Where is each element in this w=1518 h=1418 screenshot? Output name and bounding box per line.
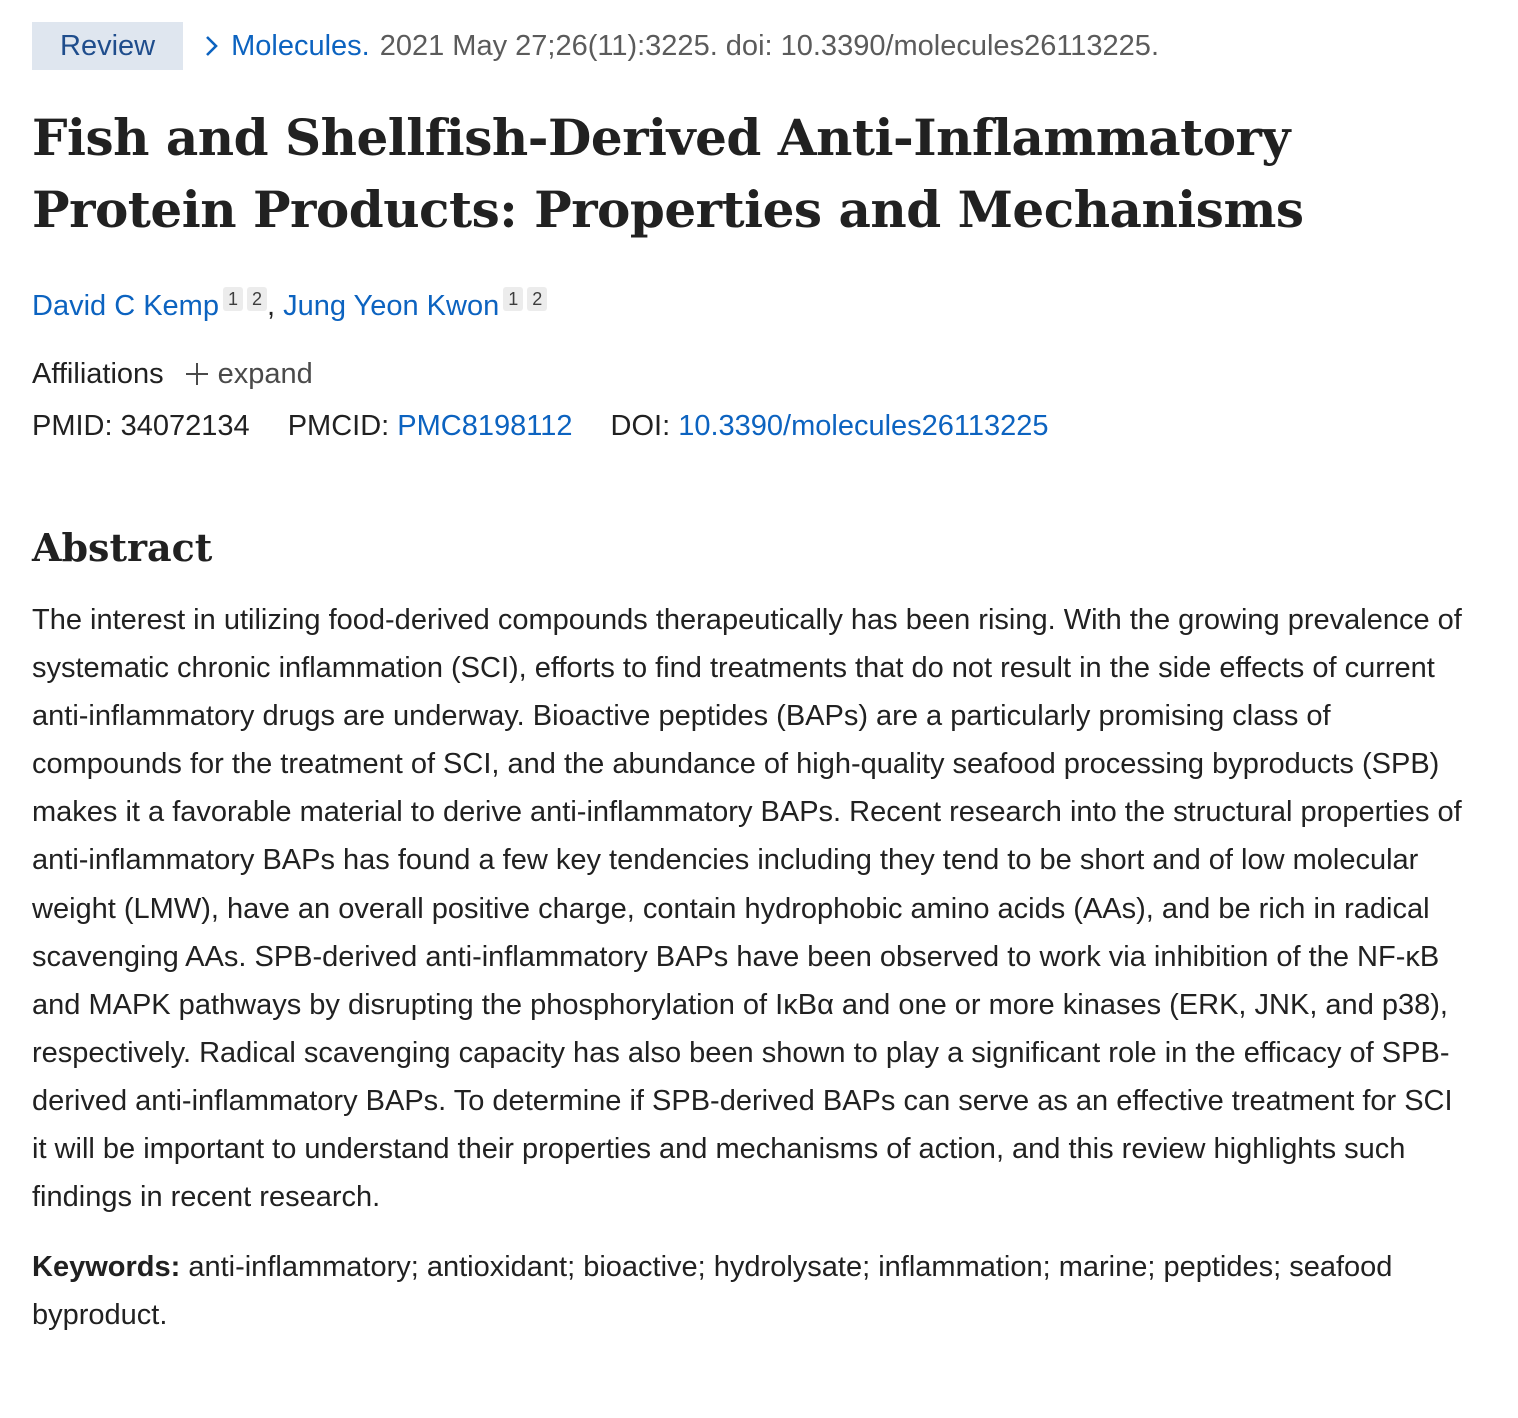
article-type-badge: Review [32, 22, 183, 70]
keywords-label: Keywords: [32, 1251, 181, 1284]
pmid-value: 34072134 [120, 410, 250, 442]
plus-icon [186, 363, 208, 385]
pmcid-label: PMCID: [287, 410, 390, 442]
keywords [32, 1243, 1472, 1339]
pmcid-link[interactable]: PMC8198112 [397, 410, 573, 442]
author-separator: , [267, 290, 276, 322]
abstract-text: The interest in utilizing food-derived compounds therapeutically has been rising. With the growing prevalence of systematic chronic inflammation (SCI), efforts to find treatments that do not result in the side effects of current anti-inflammatory drugs are underway. Bioactive peptides (BAPs) are a particularly promising class of compounds for the treatment of SCI, and the abundance of high-quality seafood processing byproducts (SPB) makes it a favorable material to derive anti-inflammatory BAPs. Recent research into the structural properties of anti-inflammatory BAPs has found a few key tendencies including they tend to be short and of low molecular weight (LMW), have an overall positive charge, contain hydrophobic amino acids (AAs), and be rich in radical scavenging AAs. SPB-derived anti-inflammatory BAPs have been observed to work via inhibition of the NF-κB and MAPK pathways by disrupting the phosphorylation of IκBα and one or more kinases (ERK, JNK, and p38), respectively. Radical scavenging capacity has also been shown to play a significant role in the efficacy of SPB-derived anti-inflammatory BAPs. To determine if SPB-derived BAPs can serve as an effective treatment for SCI it will be important to understand their properties and mechanisms of action, and this review highlights such findings in recent research. [32, 604, 1462, 1214]
affiliations-expand-button[interactable] [186, 354, 313, 394]
keywords-text: anti-inflammatory; antioxidant; bioactive; hydrolysate; inflammation; marine; peptides; seafood byproduct. [32, 1251, 1393, 1332]
affiliation-number[interactable]: 2 [527, 287, 547, 311]
doi-label: DOI: [610, 410, 671, 442]
author-link[interactable]: Jung Yeon Kwon [283, 290, 500, 322]
title-line-1: Fish and Shellfish-Derived Anti-Inflammatory [32, 108, 1290, 167]
affiliation-number[interactable]: 1 [223, 287, 243, 311]
author-link[interactable]: David C Kemp [32, 290, 219, 322]
doi-group [611, 410, 1049, 442]
affiliation-number[interactable]: 1 [503, 287, 523, 311]
citation-details: 2021 May 27;26(11):3225. doi: 10.3390/molecules26113225. [379, 29, 1159, 62]
doi-link[interactable]: 10.3390/molecules26113225 [678, 410, 1049, 442]
pmcid-group [288, 410, 581, 442]
affiliation-number[interactable]: 2 [247, 287, 267, 311]
chevron-right-icon[interactable] [205, 35, 219, 57]
pmid-group [32, 410, 258, 442]
pmid-label: PMID: [32, 410, 113, 442]
affiliations-label: Affiliations [32, 358, 164, 390]
article-identifiers [32, 406, 1486, 446]
expand-label: expand [217, 358, 313, 390]
affiliations-row [32, 354, 1486, 394]
abstract-heading: Abstract [32, 525, 213, 570]
title-line-2: Protein Products: Properties and Mechanisms [32, 180, 1304, 239]
citation-row [32, 22, 1486, 70]
journal-link[interactable]: Molecules. [231, 29, 370, 62]
author-list [32, 286, 1486, 326]
article-title [32, 102, 1486, 246]
